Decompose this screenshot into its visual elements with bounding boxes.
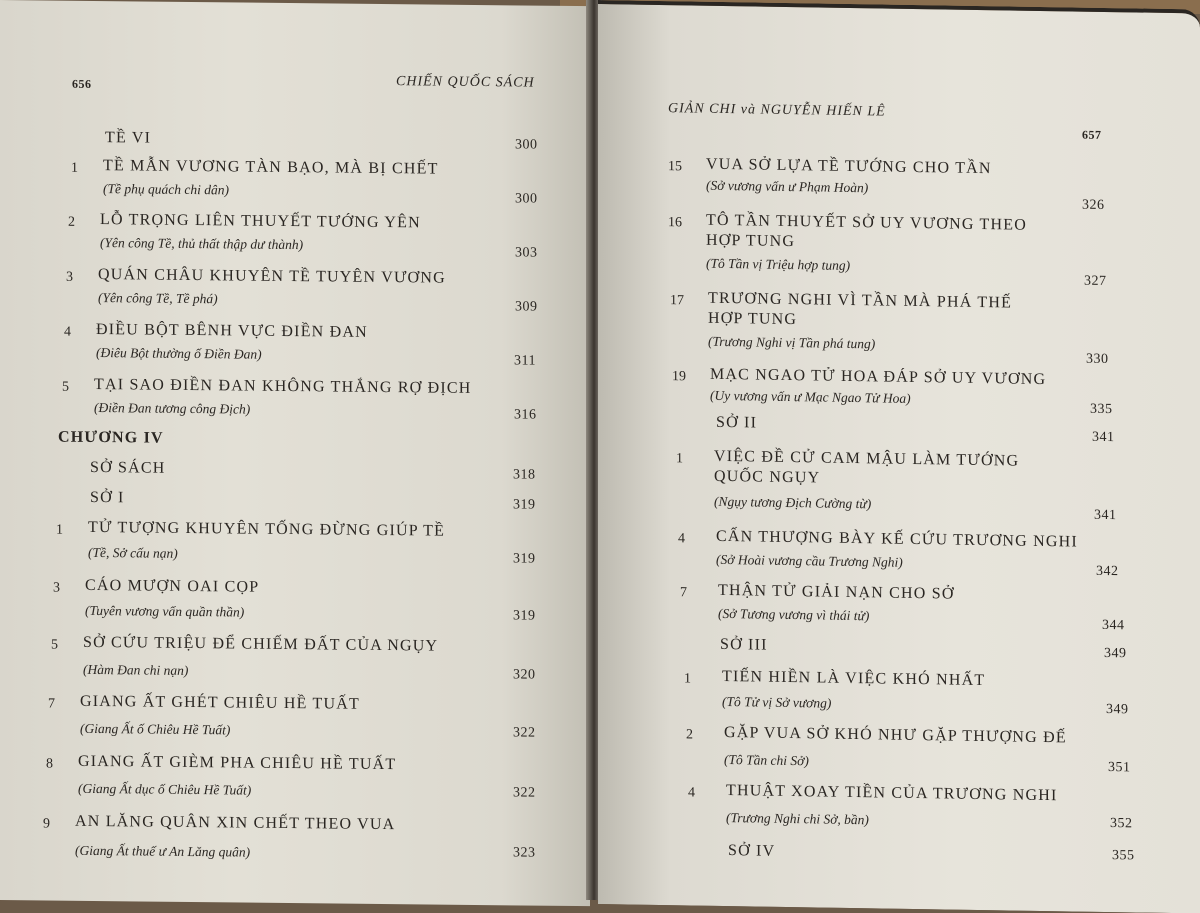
entry-title: SỞ IV bbox=[728, 842, 776, 860]
entry-title: AN LĂNG QUÂN XIN CHẾT THEO VUA bbox=[75, 812, 396, 834]
entry-subtitle: (Yên công Tề, Tề phá) bbox=[98, 290, 218, 307]
entry-title: TẠI SAO ĐIỀN ĐAN KHÔNG THẮNG RỢ ĐỊCH bbox=[94, 375, 472, 397]
entry-title: THẬN TỬ GIẢI NẠN CHO SỞ bbox=[718, 581, 955, 603]
entry-subtitle: (Điền Đan tương công Địch) bbox=[94, 399, 251, 417]
toc-entry bbox=[598, 446, 1200, 524]
entry-page-number: 311 bbox=[514, 353, 536, 369]
entry-subtitle: (Giang Ất dục ố Chiêu Hề Tuất) bbox=[78, 780, 252, 798]
left-page bbox=[0, 0, 590, 906]
entry-page-number: 349 bbox=[1104, 645, 1127, 662]
entry-number: 8 bbox=[46, 756, 53, 772]
entry-title-continued: QUỐC NGỤY bbox=[714, 467, 821, 487]
entry-title-continued: HỢP TUNG bbox=[706, 231, 796, 251]
entry-title: GIANG ẤT GHÉT CHIÊU HỀ TUẤT bbox=[80, 692, 360, 713]
toc-entry bbox=[0, 518, 590, 584]
entry-subtitle: (Sở Tương vương vì thái tử) bbox=[718, 605, 870, 624]
entry-title: CẤN THƯỢNG BÀY KẾ CỨU TRƯƠNG NGHI bbox=[716, 527, 1078, 551]
entry-title: GẶP VUA SỞ KHÓ NHƯ GẶP THƯỢNG ĐẾ bbox=[724, 723, 1067, 747]
entry-title: LỖ TRỌNG LIÊN THUYẾT TƯỚNG YÊN bbox=[100, 211, 421, 232]
toc-entry bbox=[598, 210, 1200, 289]
entry-title: TỀ MẪN VƯƠNG TÀN BẠO, MÀ BỊ CHẾT bbox=[103, 157, 439, 178]
toc-entry bbox=[0, 576, 590, 642]
entry-number: 1 bbox=[71, 160, 78, 176]
toc-entry bbox=[0, 752, 590, 818]
entry-subtitle: (Uy vương vấn ư Mạc Ngao Tử Hoa) bbox=[710, 387, 911, 406]
entry-number: 1 bbox=[684, 671, 691, 687]
entry-page-number: 322 bbox=[513, 725, 536, 741]
toc-entry bbox=[598, 288, 1200, 368]
entry-subtitle: (Yên công Tề, thủ thất thập dư thành) bbox=[100, 235, 304, 253]
entry-page-number: 319 bbox=[513, 608, 536, 624]
entry-number: 3 bbox=[66, 269, 73, 285]
chapter-heading: CHƯƠNG IV bbox=[58, 428, 164, 447]
toc-entry bbox=[598, 780, 1200, 849]
entry-title: ĐIỀU BỘT BÊNH VỰC ĐIỀN ĐAN bbox=[96, 321, 368, 341]
entry-number: 17 bbox=[670, 293, 684, 309]
toc-entry bbox=[0, 633, 590, 699]
entry-page-number: 349 bbox=[1106, 701, 1129, 718]
running-title-left: CHIẾN QUỐC SÁCH bbox=[396, 74, 535, 91]
entry-number: 7 bbox=[48, 696, 55, 712]
entry-title: SỞ SÁCH bbox=[90, 458, 166, 477]
entry-page-number: 335 bbox=[1090, 401, 1113, 418]
entry-title: MẠC NGAO TỬ HOA ĐÁP SỞ UY VƯƠNG bbox=[710, 365, 1047, 389]
entry-title: SỞ II bbox=[716, 413, 758, 432]
entry-subtitle: (Giang Ất ố Chiêu Hề Tuất) bbox=[80, 720, 231, 738]
entry-subtitle: (Hàm Đan chi nạn) bbox=[83, 661, 189, 678]
entry-page-number: 300 bbox=[515, 137, 538, 153]
entry-title: GIANG ẤT GIÈM PHA CHIÊU HỀ TUẤT bbox=[78, 752, 397, 774]
entry-number: 9 bbox=[43, 816, 50, 832]
entry-page-number: 341 bbox=[1094, 507, 1117, 524]
entry-page-number: 303 bbox=[515, 245, 538, 261]
entry-number: 7 bbox=[680, 585, 687, 601]
entry-title: TỬ TƯỢNG KHUYÊN TỐNG ĐỪNG GIÚP TỀ bbox=[88, 518, 446, 540]
entry-number: 4 bbox=[64, 324, 71, 340]
entry-title: QUÁN CHÂU KHUYÊN TỀ TUYÊN VƯƠNG bbox=[98, 266, 446, 287]
entry-title: CÁO MƯỢN OAI CỌP bbox=[85, 576, 260, 596]
entry-subtitle: (Tề, Sở cấu nạn) bbox=[88, 544, 178, 561]
entry-subtitle: (Tuyên vương vấn quần thần) bbox=[85, 602, 245, 620]
entry-subtitle: (Giang Ất thuế ư An Lăng quân) bbox=[75, 842, 251, 860]
entry-subtitle: (Trương Nghi vị Tần phá tung) bbox=[708, 333, 876, 352]
entry-number: 3 bbox=[53, 580, 60, 596]
entry-page-number: 330 bbox=[1086, 351, 1109, 368]
toc-entry bbox=[0, 812, 590, 878]
entry-title: SỞ III bbox=[720, 635, 768, 654]
running-title-right: GIẢN CHI và NGUYỄN HIẾN LÊ bbox=[668, 101, 886, 120]
entry-number: 1 bbox=[676, 451, 683, 467]
entry-subtitle: (Tề phụ quách chi dân) bbox=[103, 181, 229, 198]
entry-subtitle: (Tô Tử vị Sở vương) bbox=[722, 693, 832, 711]
entry-title: TÔ TẦN THUYẾT SỞ UY VƯƠNG THEO bbox=[706, 211, 1028, 234]
entry-number: 2 bbox=[686, 727, 693, 743]
entry-page-number: 352 bbox=[1110, 816, 1133, 832]
entry-title: SỞ I bbox=[90, 488, 125, 507]
entry-page-number: 327 bbox=[1084, 273, 1107, 289]
entry-number: 15 bbox=[668, 159, 682, 175]
entry-title: THUẬT XOAY TIỀN CỦA TRƯƠNG NGHI bbox=[726, 782, 1058, 805]
entry-title: VUA SỞ LỰA TỀ TƯỚNG CHO TẦN bbox=[706, 155, 992, 178]
entry-number: 16 bbox=[668, 215, 682, 231]
entry-page-number: 320 bbox=[513, 667, 536, 683]
toc-entry bbox=[0, 692, 590, 758]
entry-page-number: 326 bbox=[1082, 197, 1105, 213]
entry-subtitle: (Sở Hoài vương cầu Trương Nghi) bbox=[716, 551, 903, 570]
entry-page-number: 322 bbox=[513, 785, 536, 801]
entry-page-number: 319 bbox=[513, 551, 536, 567]
entry-page-number: 309 bbox=[515, 299, 538, 315]
entry-subtitle: (Ngụy tương Địch Cường từ) bbox=[714, 493, 872, 512]
entry-page-number: 351 bbox=[1108, 760, 1131, 776]
entry-title: VIỆC ĐỀ CỬ CAM MẬU LÀM TƯỚNG bbox=[714, 447, 1020, 470]
entry-page-number: 300 bbox=[515, 191, 538, 207]
entry-page-number: 341 bbox=[1092, 429, 1115, 446]
entry-number: 4 bbox=[688, 785, 695, 801]
entry-title-continued: HỢP TUNG bbox=[708, 309, 798, 329]
entry-subtitle: (Tô Tần chi Sở) bbox=[724, 751, 809, 769]
entry-number: 4 bbox=[678, 531, 685, 547]
entry-title: TRƯƠNG NGHI VÌ TẦN MÀ PHÁ THẾ bbox=[708, 289, 1013, 312]
entry-number: 5 bbox=[51, 637, 58, 653]
page-number-left: 656 bbox=[72, 76, 92, 91]
entry-number: 19 bbox=[672, 369, 686, 385]
entry-page-number: 319 bbox=[513, 497, 536, 513]
entry-page-number: 323 bbox=[513, 845, 536, 861]
entry-subtitle: (Tô Tần vị Triệu hợp tung) bbox=[706, 255, 851, 273]
entry-number: 5 bbox=[62, 379, 69, 395]
entry-number: 2 bbox=[68, 214, 75, 230]
entry-page-number: 318 bbox=[513, 467, 536, 483]
entry-page-number: 355 bbox=[1112, 848, 1135, 864]
entry-subtitle: (Sở vương vấn ư Phạm Hoàn) bbox=[706, 177, 869, 196]
entry-page-number: 344 bbox=[1102, 617, 1125, 634]
entry-subtitle: (Điêu Bột thường ố Điền Đan) bbox=[96, 345, 262, 362]
entry-title: TỀ VI bbox=[105, 129, 152, 147]
toc-entry bbox=[598, 840, 1200, 909]
entry-title: TIẾN HIỀN LÀ VIỆC KHÓ NHẤT bbox=[722, 667, 986, 690]
entry-title: SỞ CỨU TRIỆU ĐỂ CHIẾM ĐẤT CỦA NGỤY bbox=[83, 633, 439, 655]
entry-subtitle: (Trương Nghi chi Sở, bần) bbox=[726, 810, 869, 828]
entry-page-number: 342 bbox=[1096, 563, 1119, 580]
right-page bbox=[598, 0, 1200, 913]
page-number-right: 657 bbox=[1082, 127, 1102, 142]
entry-number: 1 bbox=[56, 522, 63, 538]
entry-page-number: 316 bbox=[514, 407, 537, 423]
